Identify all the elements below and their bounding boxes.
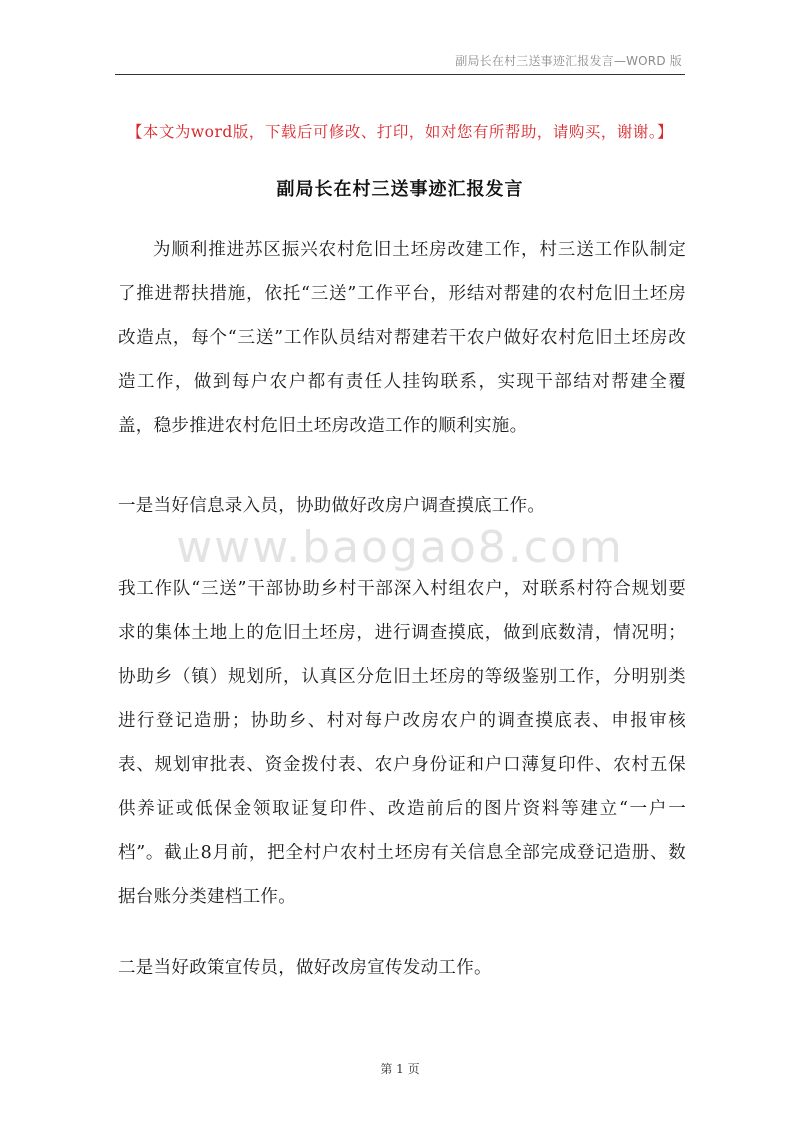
running-header: 副局长在村三送事迹汇报发言—WORD 版 (455, 54, 682, 68)
document-title: 副局长在村三送事迹汇报发言 (276, 179, 524, 200)
purchase-notice: 【本文为word版，下载后可修改、打印，如对您有所帮助，请购买，谢谢。】 (126, 123, 674, 141)
header-divider (115, 74, 685, 75)
section-body-1: 我工作队“三送”干部协助乡村干部深入村组农户，对联系村符合规划要求的集体土地上的危旧土坯房，进行调查摸底，做到底数清，情况明；协助乡（镇）规划所，认真区分危旧土坯房的等级鉴别工作，分明别类进行登记造册；协助乡、村对每户改房农户的调查摸底表、申报审核表、规划审批表、资金拨付表、农户身份证和户口薄复印件、农村五保供养证或低保金领取证复印件、改造前后的图片资料等建立“一户一档”。截止8月前，把全村户农村土坯房有关信息全部完成登记造册、数据台账分类建档工作。 (118, 579, 686, 907)
section-heading-2: 二是当好政策宣传员，做好改房宣传发动工作。 (118, 958, 492, 978)
page-number: 第 1 页 (380, 1062, 420, 1076)
watermark: www.baogao8.com (176, 522, 624, 573)
section-heading-1: 一是当好信息录入员，协助做好改房户调查摸底工作。 (118, 496, 546, 516)
intro-paragraph: 为顺利推进苏区振兴农村危旧土坯房改建工作，村三送工作队制定了推进帮扶措施，依托“三送”工作平台，形结对帮建的农村危旧土坯房改造点，每个“三送”工作队员结对帮建若干农户做好农村危旧土坯房改造工作，做到每户农户都有责任人挂钩联系，实现干部结对帮建全覆盖，稳步推进农村危旧土坯房改造工作的顺利实施。 (118, 240, 686, 436)
